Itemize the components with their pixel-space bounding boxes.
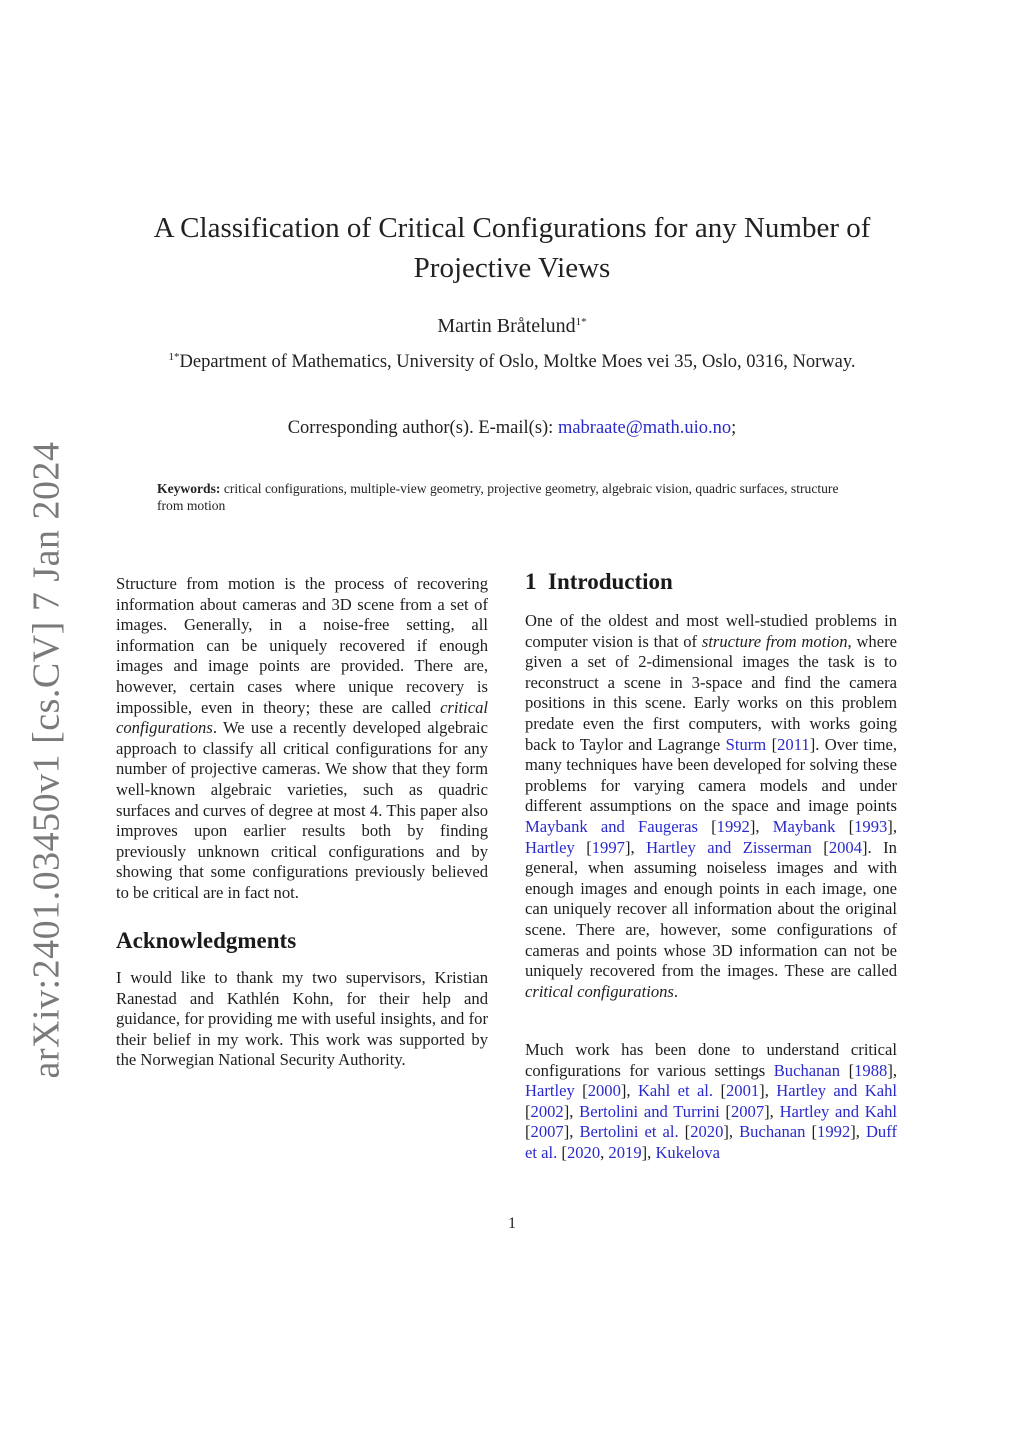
intro-p2-text: Much work has been done to understand critical configurations for various settings Buchanan [1988], Hartley [2000], Kahl et al. [2001], Hartley and Kahl [2002], Bertolini and Turrini [2007], Hartley and Kahl [2007], Bertolini et al. [2020], Buchanan [1992], Duff et al. [2020, 2019], Kukelova	[525, 1040, 898, 1162]
intro-p1-text: One of the oldest and most well-studied problems in computer vision is that of structure from motion, where given a set of 2-dimensional images the task is to reconstruct a scene in 3-space and find the camera positions in this scene. Early works on this problem predate even the first computers, with works going back to Taylor and Lagrange Sturm [2011]. Over time, many techniques have been developed for solving these problems for varying camera models and under different assumptions on the space and image points Maybank and Faugeras [1992], Maybank [1993], Hartley [1997], Hartley and Zisserman [2004]. In general, when assuming noiseless images and with enough images and enough points in each image, one can uniquely recover all information about the original scene. There are, however, some configurations of cameras and points whose 3D information can not be uniquely recovered from the images. These are called critical configurations.	[525, 611, 897, 1001]
citation-year-link[interactable]: 2020	[690, 1122, 724, 1142]
citation-link[interactable]: Maybank	[772, 816, 836, 836]
citation-year-link[interactable]: 1988	[854, 1060, 888, 1080]
citation-year-link[interactable]: 2004	[828, 837, 863, 857]
arxiv-identifier: arXiv:2401.03450v1 [cs.CV] 7 Jan 2024	[25, 441, 68, 1079]
intro-p1-emph2: critical configurations	[525, 981, 674, 1001]
keywords-text: critical configurations, multiple-view geometry, projective geometry, algebraic vision, quadric surfaces, structure from motion	[157, 481, 839, 513]
citation-link[interactable]: Hartley and Zisserman	[646, 837, 812, 857]
citation-year-link[interactable]: 2007	[730, 1101, 765, 1121]
keywords-block	[157, 480, 857, 514]
citation-link[interactable]: Maybank and Faugeras	[525, 816, 698, 836]
citation-link[interactable]: Hartley and Kahl	[779, 1101, 898, 1121]
introduction-paragraph-2	[525, 1040, 897, 1164]
citation-link[interactable]: Buchanan	[773, 1060, 841, 1080]
citation-year-link[interactable]: 1997	[591, 837, 625, 857]
introduction-section	[525, 569, 897, 595]
citation-link[interactable]: Hartley and Kahl	[776, 1081, 897, 1101]
citation-link[interactable]: Kukelova	[655, 1142, 720, 1162]
acknowledgments-body	[116, 968, 488, 1071]
intro-p1-b: , where given a set of 2-dimensional images the task is to reconstruct a scene in 3-space and find the camera positions in this scene. Early works on this problem predate even the first computers, with works going back to Taylor and Lagrange	[525, 631, 897, 754]
corresponding-author-line	[0, 418, 1024, 439]
citation-link[interactable]: Hartley	[525, 1081, 575, 1101]
citation-year-link[interactable]: 2001	[725, 1081, 760, 1101]
citation-year-link[interactable]: 2020	[566, 1142, 601, 1162]
abstract-part-2: . We use a recently developed algebraic approach to classify all critical configurations for any number of projective cameras. We show that they form well-known algebraic varieties, such as quadric surfaces and curves of degree at most 4. This paper also improves upon earlier results both by finding previously unknown critical configurations and by showing that some configurations previously believed to be critical are in fact not.	[116, 718, 488, 902]
citation-link[interactable]: Bertolini and Turrini	[579, 1101, 720, 1121]
citation-link[interactable]: Hartley	[525, 837, 575, 857]
intro-p1-emph1: structure from motion	[701, 631, 848, 651]
citation-year-link[interactable]: 1992	[716, 816, 750, 836]
intro-p1-e: . In general, when assuming noiseless images and with enough images and enough points in each image, one can uniquely recover all information about the original scene. There are, however, some configurations of cameras and points whose 3D information can not be uniquely recovered from the images. These are called	[525, 837, 897, 981]
acknowledgments-text: I would like to thank my two supervisors, Kristian Ranestad and Kathlén Kohn, for their help and guidance, for providing me with useful insights, and for their belief in my work. This work was supported by the Norwegian National Security Authority.	[116, 968, 488, 1070]
citation-year-link[interactable]: 1993	[854, 816, 888, 836]
author-marker: 1*	[575, 316, 587, 328]
introduction-heading	[525, 569, 897, 595]
citation-link[interactable]: Bertolini et al.	[579, 1122, 679, 1142]
citation-year-link[interactable]: 2002	[530, 1101, 564, 1121]
corresponding-suffix: ;	[731, 418, 737, 438]
citation-link[interactable]: Duff et al.	[525, 1122, 897, 1162]
intro-p2-a: Much work has been done to understand critical configurations for various settings	[525, 1040, 897, 1080]
acknowledgments-heading: Acknowledgments	[116, 928, 297, 953]
affiliation-line	[0, 352, 1024, 373]
paper-title: A Classification of Critical Configurations for any Number of Projective Views	[153, 212, 871, 284]
affiliation-text: Department of Mathematics, University of Oslo, Moltke Moes vei 35, Oslo, 0316, Norway.	[179, 352, 856, 372]
section-number: 1	[525, 569, 537, 594]
arxiv-side-stamp	[16, 441, 76, 1079]
introduction-paragraph-1	[525, 611, 897, 1002]
citation-year-link[interactable]: 2019	[608, 1142, 642, 1162]
author-name: Martin Bråtelund	[437, 315, 576, 337]
abstract	[116, 574, 488, 904]
page-number: 1	[508, 1215, 516, 1232]
citation-year-link[interactable]: 2011	[777, 734, 810, 754]
corresponding-prefix: Corresponding author(s). E-mail(s):	[287, 418, 554, 438]
acknowledgments-section	[116, 928, 488, 954]
keywords-label: Keywords:	[157, 481, 221, 496]
affiliation-marker: 1*	[168, 351, 180, 363]
citation-link[interactable]: Kahl et al.	[637, 1081, 714, 1101]
citation-link[interactable]: Sturm	[725, 734, 767, 754]
citation-year-link[interactable]: 2000	[587, 1081, 621, 1101]
author-line	[0, 315, 1024, 338]
email-link[interactable]: mabraate@math.uio.no	[557, 418, 732, 438]
abstract-emphasis: critical configurations	[116, 697, 488, 738]
citation-year-link[interactable]: 1992	[817, 1122, 851, 1142]
intro-p1-d: . Over time, many techniques have been developed for solving these problems for varying camera models and under different assumptions on the space and image points	[525, 734, 897, 816]
intro-p1-f: .	[673, 981, 679, 1001]
intro-p1-a: One of the oldest and most well-studied problems in computer vision is that of	[525, 611, 897, 651]
abstract-text	[116, 574, 488, 904]
citation-year-link[interactable]: 2007	[530, 1122, 564, 1142]
abstract-part-1: Structure from motion is the process of recovering information about cameras and 3D scene from a set of images. Generally, in a noise-free setting, all information can be uniquely recovered if enough images and image points are provided. There are, however, certain cases where unique recovery is impossible, even in theory; these are called	[116, 574, 488, 717]
section-title: Introduction	[548, 569, 673, 594]
citation-link[interactable]: Buchanan	[739, 1122, 806, 1142]
